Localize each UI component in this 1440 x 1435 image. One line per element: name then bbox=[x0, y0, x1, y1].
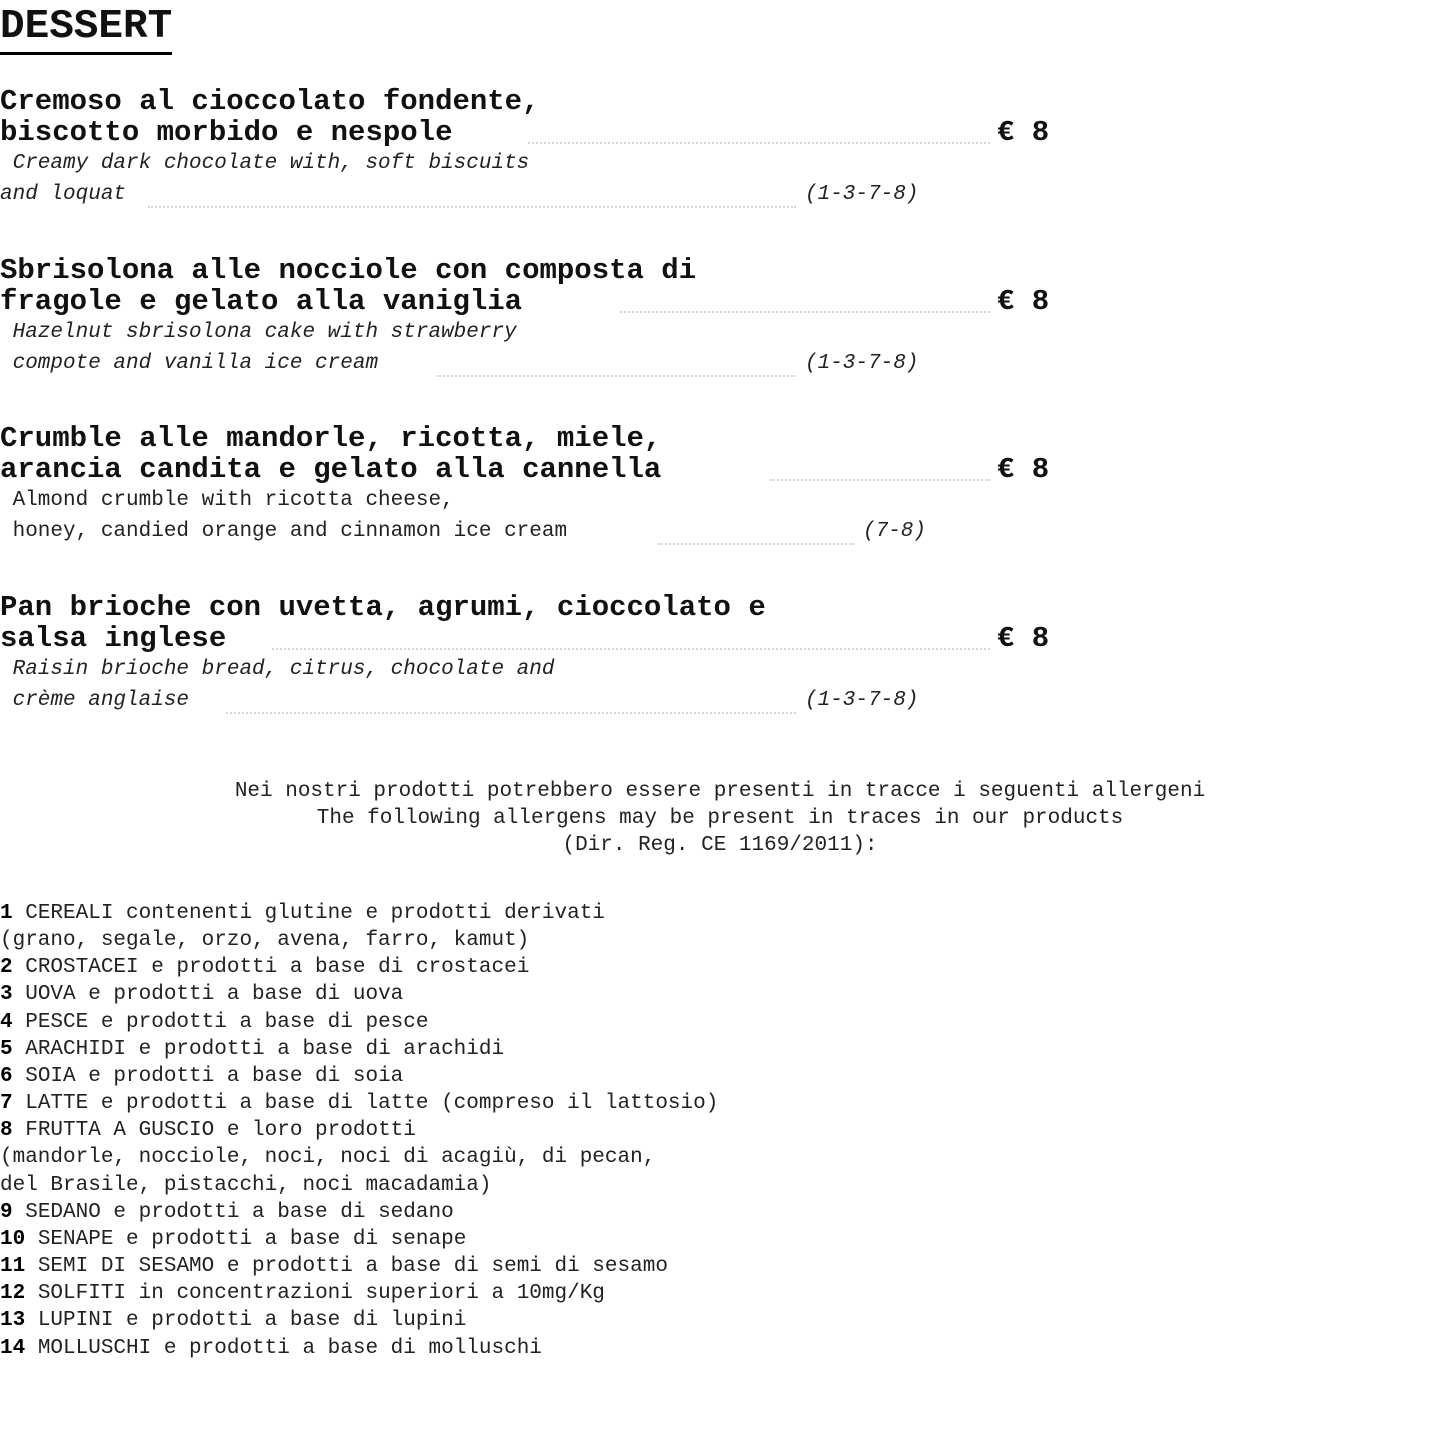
legend-row bbox=[0, 954, 718, 981]
allergen-number: 5 bbox=[0, 1037, 13, 1061]
allergen-number: 4 bbox=[0, 1010, 13, 1034]
menu-item bbox=[0, 423, 1440, 563]
allergen-text: SOLFITI in concentrazioni superiori a 10mg/Kg bbox=[25, 1282, 605, 1306]
allergen-notice bbox=[0, 778, 1440, 859]
allergen-number: 6 bbox=[0, 1064, 13, 1088]
item-description-line: Almond crumble with ricotta cheese, bbox=[0, 489, 454, 512]
allergen-number: 7 bbox=[0, 1092, 13, 1116]
allergen-text: SENAPE e prodotti a base di senape bbox=[25, 1227, 467, 1251]
item-price: € 8 bbox=[997, 453, 1050, 486]
legend-row bbox=[0, 1172, 718, 1199]
item-description-line: Creamy dark chocolate with, soft biscuits bbox=[0, 152, 530, 175]
item-description-line: honey, candied orange and cinnamon ice cream bbox=[0, 520, 568, 543]
item-allergens: (1-3-7-8) bbox=[805, 689, 919, 712]
item-name-line: arancia candita e gelato alla cannella bbox=[0, 453, 662, 486]
item-name-line: Cremoso al cioccolato fondente, bbox=[0, 85, 540, 118]
dot-leader bbox=[226, 710, 796, 714]
allergen-text: ARACHIDI e prodotti a base di arachidi bbox=[12, 1037, 505, 1061]
item-description-line: Raisin brioche bread, citrus, chocolate and bbox=[0, 658, 555, 681]
legend-row bbox=[0, 1335, 718, 1362]
allergen-number: 2 bbox=[0, 956, 13, 980]
item-description-line: compote and vanilla ice cream bbox=[0, 352, 379, 375]
item-description-line: Hazelnut sbrisolona cake with strawberry bbox=[0, 321, 517, 344]
legend-row bbox=[0, 1063, 718, 1090]
item-name-line: biscotto morbido e nespole bbox=[0, 116, 453, 149]
legend-row bbox=[0, 1009, 718, 1036]
legend-row bbox=[0, 1226, 718, 1253]
allergen-text: LUPINI e prodotti a base di lupini bbox=[25, 1309, 467, 1333]
dot-leader bbox=[148, 204, 796, 208]
allergen-text: CROSTACEI e prodotti a base di crostacei bbox=[12, 956, 530, 980]
allergen-text: FRUTTA A GUSCIO e loro prodotti bbox=[12, 1119, 416, 1143]
item-name-line: Crumble alle mandorle, ricotta, miele, bbox=[0, 422, 662, 455]
allergen-text: SEMI DI SESAMO e prodotti a base di semi di sesamo bbox=[25, 1255, 668, 1279]
menu-item bbox=[0, 592, 1440, 732]
menu-item bbox=[0, 86, 1440, 226]
item-name-line: fragole e gelato alla vaniglia bbox=[0, 285, 523, 318]
item-name-line: Sbrisolona alle nocciole con composta di bbox=[0, 254, 697, 287]
allergen-number: 13 bbox=[0, 1309, 26, 1333]
allergen-text: UOVA e prodotti a base di uova bbox=[12, 983, 404, 1007]
allergen-text: LATTE e prodotti a base di latte (compreso il lattosio) bbox=[12, 1092, 719, 1116]
allergen-text: del Brasile, pistacchi, noci macadamia) bbox=[0, 1173, 492, 1197]
allergen-number: 3 bbox=[0, 983, 13, 1007]
item-price: € 8 bbox=[997, 116, 1050, 149]
legend-row bbox=[0, 1280, 718, 1307]
allergen-number: 10 bbox=[0, 1227, 26, 1251]
item-allergens: (7-8) bbox=[863, 520, 927, 543]
item-name-line: Pan brioche con uvetta, agrumi, cioccolato e bbox=[0, 591, 766, 624]
allergen-text: MOLLUSCHI e prodotti a base di molluschi bbox=[25, 1336, 542, 1360]
allergen-text: SOIA e prodotti a base di soia bbox=[12, 1064, 404, 1088]
legend-row bbox=[0, 981, 718, 1008]
item-description-line: and loquat bbox=[0, 183, 127, 206]
dot-leader bbox=[770, 477, 990, 481]
allergen-text: CEREALI contenenti glutine e prodotti derivati bbox=[12, 902, 605, 925]
legend-row bbox=[0, 927, 718, 954]
legend-row bbox=[0, 1199, 718, 1226]
dot-leader bbox=[620, 309, 990, 313]
item-price: € 8 bbox=[997, 285, 1050, 318]
legend-row bbox=[0, 1253, 718, 1280]
dot-leader bbox=[528, 140, 990, 144]
notice-line: Nei nostri prodotti potrebbero essere presenti in tracce i seguenti allergeni bbox=[234, 780, 1206, 803]
dot-leader bbox=[436, 373, 796, 377]
item-name-line: salsa inglese bbox=[0, 622, 227, 655]
allergen-number: 12 bbox=[0, 1282, 26, 1306]
item-price: € 8 bbox=[997, 622, 1050, 655]
allergen-number: 1 bbox=[0, 902, 13, 925]
item-description-line: crème anglaise bbox=[0, 689, 190, 712]
allergen-text: (grano, segale, orzo, avena, farro, kamut) bbox=[0, 929, 530, 953]
legend-row bbox=[0, 1036, 718, 1063]
allergen-number: 11 bbox=[0, 1255, 26, 1279]
allergen-number: 9 bbox=[0, 1200, 13, 1224]
dot-leader bbox=[658, 541, 854, 545]
legend-row bbox=[0, 1117, 718, 1144]
legend-row bbox=[0, 1144, 718, 1171]
legend-row bbox=[0, 900, 718, 927]
legend-row bbox=[0, 1307, 718, 1334]
legend-row bbox=[0, 1090, 718, 1117]
item-allergens: (1-3-7-8) bbox=[805, 352, 919, 375]
allergen-number: 14 bbox=[0, 1336, 26, 1360]
item-allergens: (1-3-7-8) bbox=[805, 183, 919, 206]
allergen-text: (mandorle, nocciole, noci, noci di acagiù, di pecan, bbox=[0, 1146, 656, 1170]
notice-line: (Dir. Reg. CE 1169/2011): bbox=[562, 834, 878, 857]
allergen-text: SEDANO e prodotti a base di sedano bbox=[12, 1200, 454, 1224]
dot-leader bbox=[272, 646, 990, 650]
page-title: DESSERT bbox=[0, 2, 172, 55]
allergen-text: PESCE e prodotti a base di pesce bbox=[12, 1010, 429, 1034]
notice-line: The following allergens may be present in traces in our products bbox=[316, 807, 1124, 830]
allergen-legend bbox=[0, 900, 718, 1362]
menu-item bbox=[0, 255, 1440, 395]
allergen-number: 8 bbox=[0, 1119, 13, 1143]
